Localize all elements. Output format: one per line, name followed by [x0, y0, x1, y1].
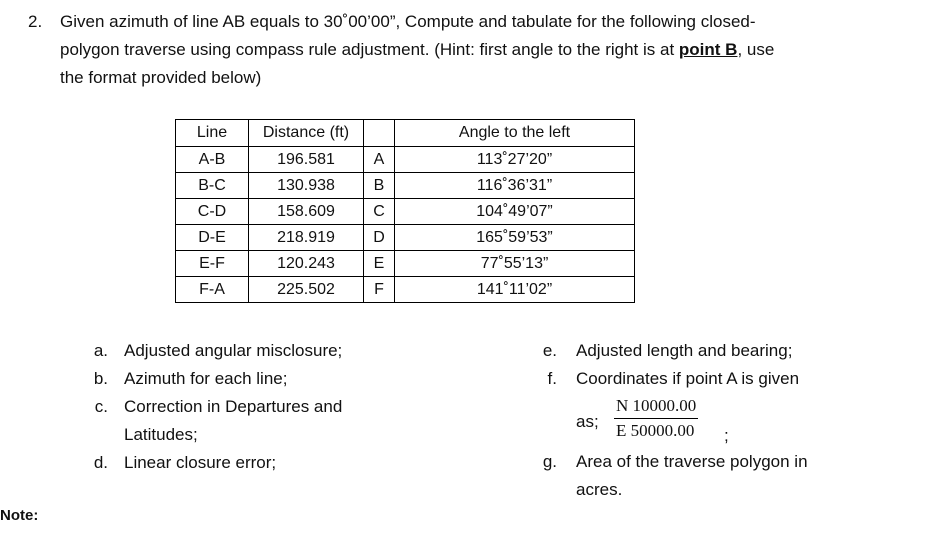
task-b-text: Azimuth for each line; [124, 369, 288, 388]
question-number: 2. [28, 12, 43, 31]
cell-distance: 225.502 [249, 277, 364, 303]
note-label: Note: [0, 507, 39, 524]
table-row [176, 225, 635, 251]
coords-fraction [614, 396, 698, 441]
table-header-row [176, 120, 635, 147]
cell-distance: 196.581 [249, 147, 364, 173]
table-row [176, 173, 635, 199]
cell-distance: 218.919 [249, 225, 364, 251]
task-g-text: Area of the traverse polygon in [576, 452, 808, 471]
task-d-letter: d. [93, 453, 108, 472]
cell-station: B [364, 173, 395, 199]
cell-station: A [364, 147, 395, 173]
header-distance: Distance (ft) [249, 120, 364, 147]
cell-line: C-D [176, 199, 249, 225]
cell-angle: 116˚36’31” [395, 173, 635, 199]
task-c-text-cont: Latitudes; [124, 425, 198, 444]
coords-east: E 50000.00 [616, 421, 695, 440]
cell-line: A-B [176, 147, 249, 173]
task-g-letter: g. [542, 452, 557, 471]
task-e-letter: e. [542, 341, 557, 360]
coords-north: N 10000.00 [614, 396, 698, 419]
coords-suffix: ; [724, 426, 729, 445]
question-line-2-text: polygon traverse using compass rule adjustment. (Hint: first angle to the right is at [60, 40, 679, 59]
task-e-text: Adjusted length and bearing; [576, 341, 793, 360]
task-b-letter: b. [93, 369, 108, 388]
cell-line: E-F [176, 251, 249, 277]
question-line-2 [60, 40, 774, 60]
question-line-3: the format provided below) [60, 68, 262, 87]
hint-point-b: point B [678, 40, 738, 59]
table-row [176, 277, 635, 303]
cell-station: F [364, 277, 395, 303]
cell-angle: 141˚11’02” [395, 277, 635, 303]
header-station [364, 120, 395, 147]
task-c-letter: c. [94, 397, 108, 416]
task-a-text: Adjusted angular misclosure; [124, 341, 343, 360]
cell-distance: 120.243 [249, 251, 364, 277]
cell-angle: 165˚59’53” [395, 225, 635, 251]
cell-station: E [364, 251, 395, 277]
coords-prefix: as; [576, 412, 599, 431]
table-row [176, 251, 635, 277]
task-d-text: Linear closure error; [124, 453, 277, 472]
cell-line: D-E [176, 225, 249, 251]
cell-station: D [364, 225, 395, 251]
cell-angle: 113˚27’20” [395, 147, 635, 173]
cell-distance: 130.938 [249, 173, 364, 199]
header-angle: Angle to the left [395, 120, 635, 147]
header-line: Line [176, 120, 249, 147]
cell-distance: 158.609 [249, 199, 364, 225]
cell-line: F-A [176, 277, 249, 303]
question-line-1: Given azimuth of line AB equals to 30˚00’00”, Compute and tabulate for the following closed- [60, 12, 756, 31]
cell-angle: 104˚49’07” [395, 199, 635, 225]
cell-station: C [364, 199, 395, 225]
cell-angle: 77˚55’13” [395, 251, 635, 277]
task-f-letter: f. [547, 369, 557, 388]
table-row [176, 199, 635, 225]
traverse-table [175, 119, 635, 303]
task-f-text: Coordinates if point A is given [576, 369, 800, 388]
table-row [176, 147, 635, 173]
cell-line: B-C [176, 173, 249, 199]
hint-tail: , use [737, 40, 775, 59]
task-g-text-cont: acres. [576, 480, 623, 499]
task-a-letter: a. [93, 341, 108, 360]
task-c-text: Correction in Departures and [124, 397, 343, 416]
